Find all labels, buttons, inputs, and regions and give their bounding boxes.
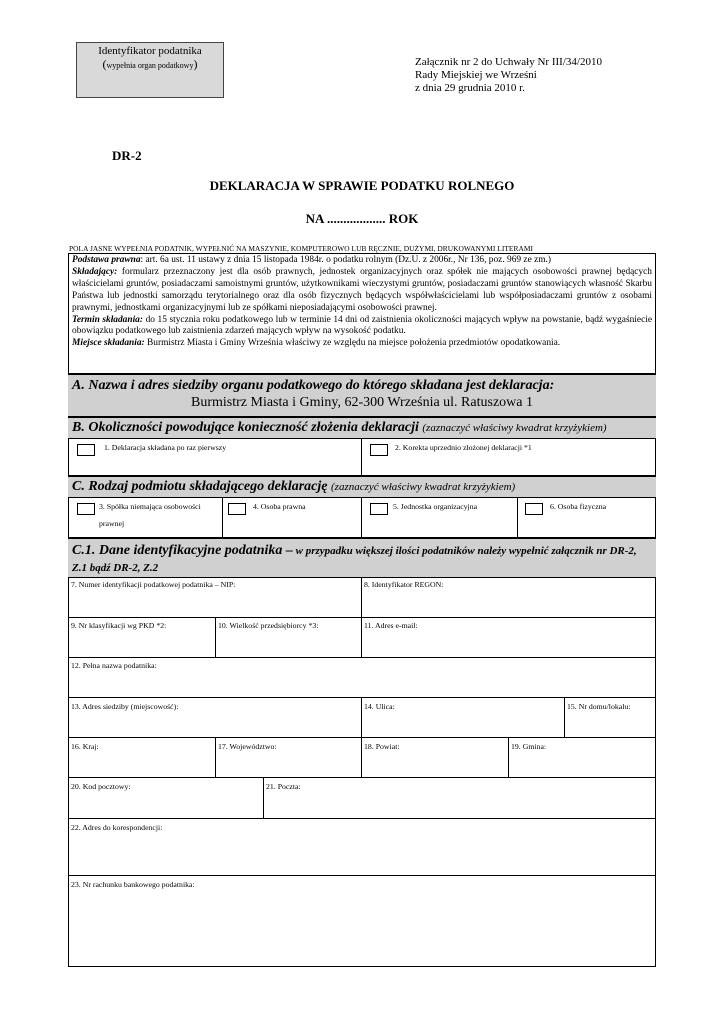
year-line: NA .................. ROK — [305, 211, 419, 226]
partnership-label: 3. Spółka niemająca osobowości — [99, 502, 201, 511]
correction-checkbox[interactable] — [370, 444, 388, 456]
field-19-municipality[interactable]: 19. Gmina: — [511, 742, 547, 751]
field-14-street[interactable]: 14. Ulica: — [364, 702, 395, 711]
field-21-post-office[interactable]: 21. Poczta: — [266, 782, 301, 791]
taxpayer-id-box[interactable]: Identyfikator podatnika (wypełnia organ podatkowy) — [76, 42, 224, 98]
legal-person-label: 4. Osoba prawna — [253, 502, 306, 511]
field-17-voivodeship[interactable]: 17. Województwo: — [218, 742, 277, 751]
field-7-nip[interactable]: 7. Numer identyfikacji podatkowej podatnika – NIP: — [71, 580, 236, 589]
section-c1-header: C.1. Dane identyfikacyjne podatnika – w przypadku większej ilości podatników należy wypełnić załącznik nr DR-2, Z.1 bądź DR-2, Z.2 — [68, 538, 656, 578]
field-13-city[interactable]: 13. Adres siedziby (miejscowość): — [71, 702, 179, 711]
field-10-company-size[interactable]: 10. Wielkość przedsiębiorcy *3: — [218, 621, 319, 630]
fill-hint: POLA JASNE WYPEŁNIA PODATNIK, WYPEŁNIĆ NA MASZYNIE, KOMPUTEROWO LUB RĘCZNIE, DUŻYMI, DRUKOWANYMI LITERAMI — [69, 244, 533, 253]
attachment-note: Załącznik nr 2 do Uchwały Nr III/34/2010 Rady Miejskiej we Wrześni z dnia 29 grudnia 2010 r. — [415, 56, 602, 94]
field-22-correspondence-address[interactable]: 22. Adres do korespondencji: — [71, 823, 163, 832]
section-b-header: B. Okoliczności powodujące konieczność złożenia deklaracji (zaznaczyć właściwy kwadrat krzyżykiem) — [68, 417, 656, 439]
field-15-house-number[interactable]: 15. Nr domu/lokalu: — [567, 702, 631, 711]
form-code: DR-2 — [112, 148, 142, 163]
field-8-regon[interactable]: 8. Identyfikator REGON: — [364, 580, 444, 589]
row-postal — [68, 778, 656, 819]
field-9-pkd[interactable]: 9. Nr klasyfikacji wg PKD *2: — [71, 621, 167, 630]
legal-person-checkbox[interactable] — [228, 503, 246, 515]
field-12-full-name[interactable]: 12. Pełna nazwa podatnika: — [71, 661, 157, 670]
partnership-label-cont: prawnej — [99, 519, 125, 528]
organizational-unit-checkbox[interactable] — [370, 503, 388, 515]
row-region — [68, 738, 656, 778]
field-16-country[interactable]: 16. Kraj: — [71, 742, 99, 751]
section-a-value: Burmistrz Miasta i Gminy, 62-300 Września ul. Ratuszowa 1 — [191, 395, 533, 410]
field-11-email[interactable]: 11. Adres e-mail: — [364, 621, 418, 630]
section-a-title: A. Nazwa i adres siedziby organu podatkowego do którego składana jest deklaracja: — [72, 378, 555, 393]
section-a — [68, 374, 656, 417]
field-18-county[interactable]: 18. Powiat: — [364, 742, 400, 751]
taxpayer-id-subtitle: wypełnia organ podatkowy — [106, 61, 194, 70]
partnership-checkbox[interactable] — [77, 503, 95, 515]
organizational-unit-label: 5. Jednostka organizacyjna — [393, 502, 478, 511]
field-23-bank-account[interactable]: 23. Nr rachunku bankowego podatnika: — [71, 880, 195, 889]
taxpayer-id-title: Identyfikator podatnika — [98, 45, 202, 57]
first-submission-label: 1. Deklaracja składana po raz pierwszy — [104, 443, 227, 452]
page-title: DEKLARACJA W SPRAWIE PODATKU ROLNEGO — [209, 178, 515, 193]
field-20-postal-code[interactable]: 20. Kod pocztowy: — [71, 782, 131, 791]
correction-label: 2. Korekta uprzednio złożonej deklaracji *1 — [395, 443, 532, 452]
intro-text: Podstawa prawna: art. 6a ust. 11 ustawy z dnia 15 listopada 1984r. o podatku rolnym (Dz.U. z 2006r., Nr 136, poz. 969 ze zm.) Składający: formularz przeznaczony jest dla osób prawnych, jednostek organizacyjnych oraz spółek nie mających osobowości prawnej będących właścicielami gruntów, posiadaczami samoistnymi gruntów, użytkownikami wieczystymi gruntów, posiadaczami gruntów stanowiących własność Skarbu Państwa lub jednostki samorządu terytorialnego oraz dla osób fizycznych będących współwłaścicielami lub współposiadaczami gruntów z osobami prawnymi, jednostkami organizacyjnymi lub ze spółkami nieposiadającymi osobowości prawnej. Termin składania: do 15 stycznia roku podatkowego lub w terminie 14 dni od zaistnienia okoliczności mających wpływ na powstanie, bądź wygaśniecie obowiązku podatkowego lub zaistnienia zdarzeń mających wpływ na wysokość podatku. Miejsce składania: Burmistrz Miasta i Gminy Września właściwy ze względu na miejsce położenia przedmiotów opodatkowania. — [68, 253, 656, 374]
section-c-header: C. Rodzaj podmiotu składającego deklarację (zaznaczyć właściwy kwadrat krzyżykiem) — [68, 476, 656, 498]
natural-person-label: 6. Osoba fizyczna — [550, 502, 607, 511]
natural-person-checkbox[interactable] — [525, 503, 543, 515]
first-submission-checkbox[interactable] — [77, 444, 95, 456]
